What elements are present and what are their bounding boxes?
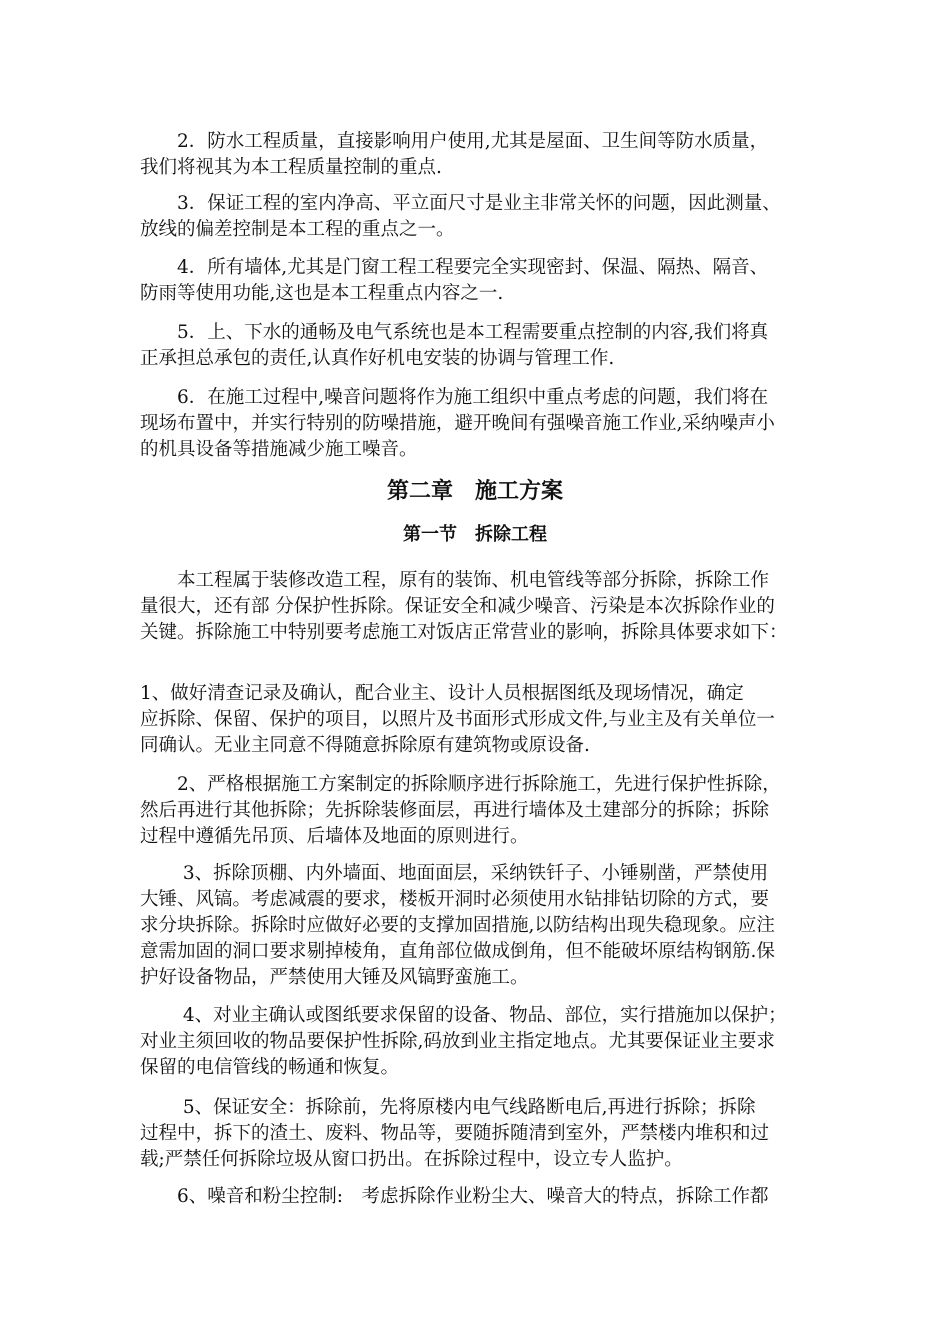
chapter-title: 第二章 施工方案 [386,479,563,504]
requirement-item: 1、做好清查记录及确认，配合业主、设计人员根据图纸及现场情况，确定 应拆除、保留、保护的项目，以照片及书面形式形成文件,与业主及有关单位一 同确认。无业主同意不得随意拆除原有建筑物或原设备. [140,683,775,756]
requirement-item: 3、拆除顶棚、内外墙面、地面面层，采纳铁钎子、小锤剔凿，严禁使用 大锤、风镐。考虑减震的要求，楼板开洞时必须使用水钻排钻切除的方式，要 求分块拆除。拆除时应做好必要的支撑加固措施,以防结构出现失稳现象。应注 意需加固的洞口要求剔掉棱角，直角部位做成倒角，但不能破坏原结构钢筋.保 护好设备物品，严禁使用大锤及风镐野蛮施工。 [140,863,775,988]
section-title: 第一节 拆除工程 [403,524,547,545]
section-intro-paragraph: 本工程属于装修改造工程，原有的装饰、机电管线等部分拆除，拆除工作 量很大，还有部 分保护性拆除。保证安全和减少噪音、污染是本次拆除作业的 关键。拆除施工中特别要考虑施工对饭店正常营业的影响，拆除具体要求如下： [140,570,788,643]
requirement-item: 6、噪音和粉尘控制: 考虑拆除作业粉尘大、噪音大的特点，拆除工作都 [140,1186,769,1207]
paragraph-wall-sealing: 4．所有墙体,尤其是门窗工程工程要完全实现密封、保温、隔热、隔音、 防雨等使用功能,这也是本工程重点内容之一. [140,257,769,304]
paragraph-waterproofing: 2．防水工程质量，直接影响用户使用,尤其是屋面、卫生间等防水质量， 我们将视其为本工程质量控制的重点. [140,131,769,178]
paragraph-noise: 6．在施工过程中,噪音问题将作为施工组织中重点考虑的问题，我们将在 现场布置中，并实行特别的防噪措施，避开晚间有强噪音施工作业,采纳噪声小 的机具设备等措施减少施工噪音。 [140,387,775,460]
requirement-item: 2、严格根据施工方案制定的拆除顺序进行拆除施工，先进行保护性拆除， 然后再进行其他拆除；先拆除装修面层，再进行墙体及土建部分的拆除；拆除 过程中遵循先吊顶、后墙体及地面的原则进行。 [140,774,781,847]
requirement-item: 5、保证安全：拆除前，先将原楼内电气线路断电后,再进行拆除；拆除 过程中，拆下的渣土、废料、物品等，要随拆随清到室外，严禁楼内堆积和过 载;严禁任何拆除垃圾从窗口扔出。在拆除过程中，设立专人监护。 [140,1097,770,1170]
paragraph-clear-height: 3．保证工程的室内净高、平立面尺寸是业主非常关怀的问题，因此测量、 放线的偏差控制是本工程的重点之一。 [140,193,781,240]
requirement-item: 4、对业主确认或图纸要求保留的设备、物品、部位，实行措施加以保护； 对业主须回收的物品要保护性拆除,码放到业主指定地点。尤其要保证业主要求 保留的电信管线的畅通和恢复。 [140,1005,787,1078]
paragraph-water-electric: 5．上、下水的通畅及电气系统也是本工程需要重点控制的内容,我们将真 正承担总承包的责任,认真作好机电安装的协调与管理工作. [140,322,769,369]
